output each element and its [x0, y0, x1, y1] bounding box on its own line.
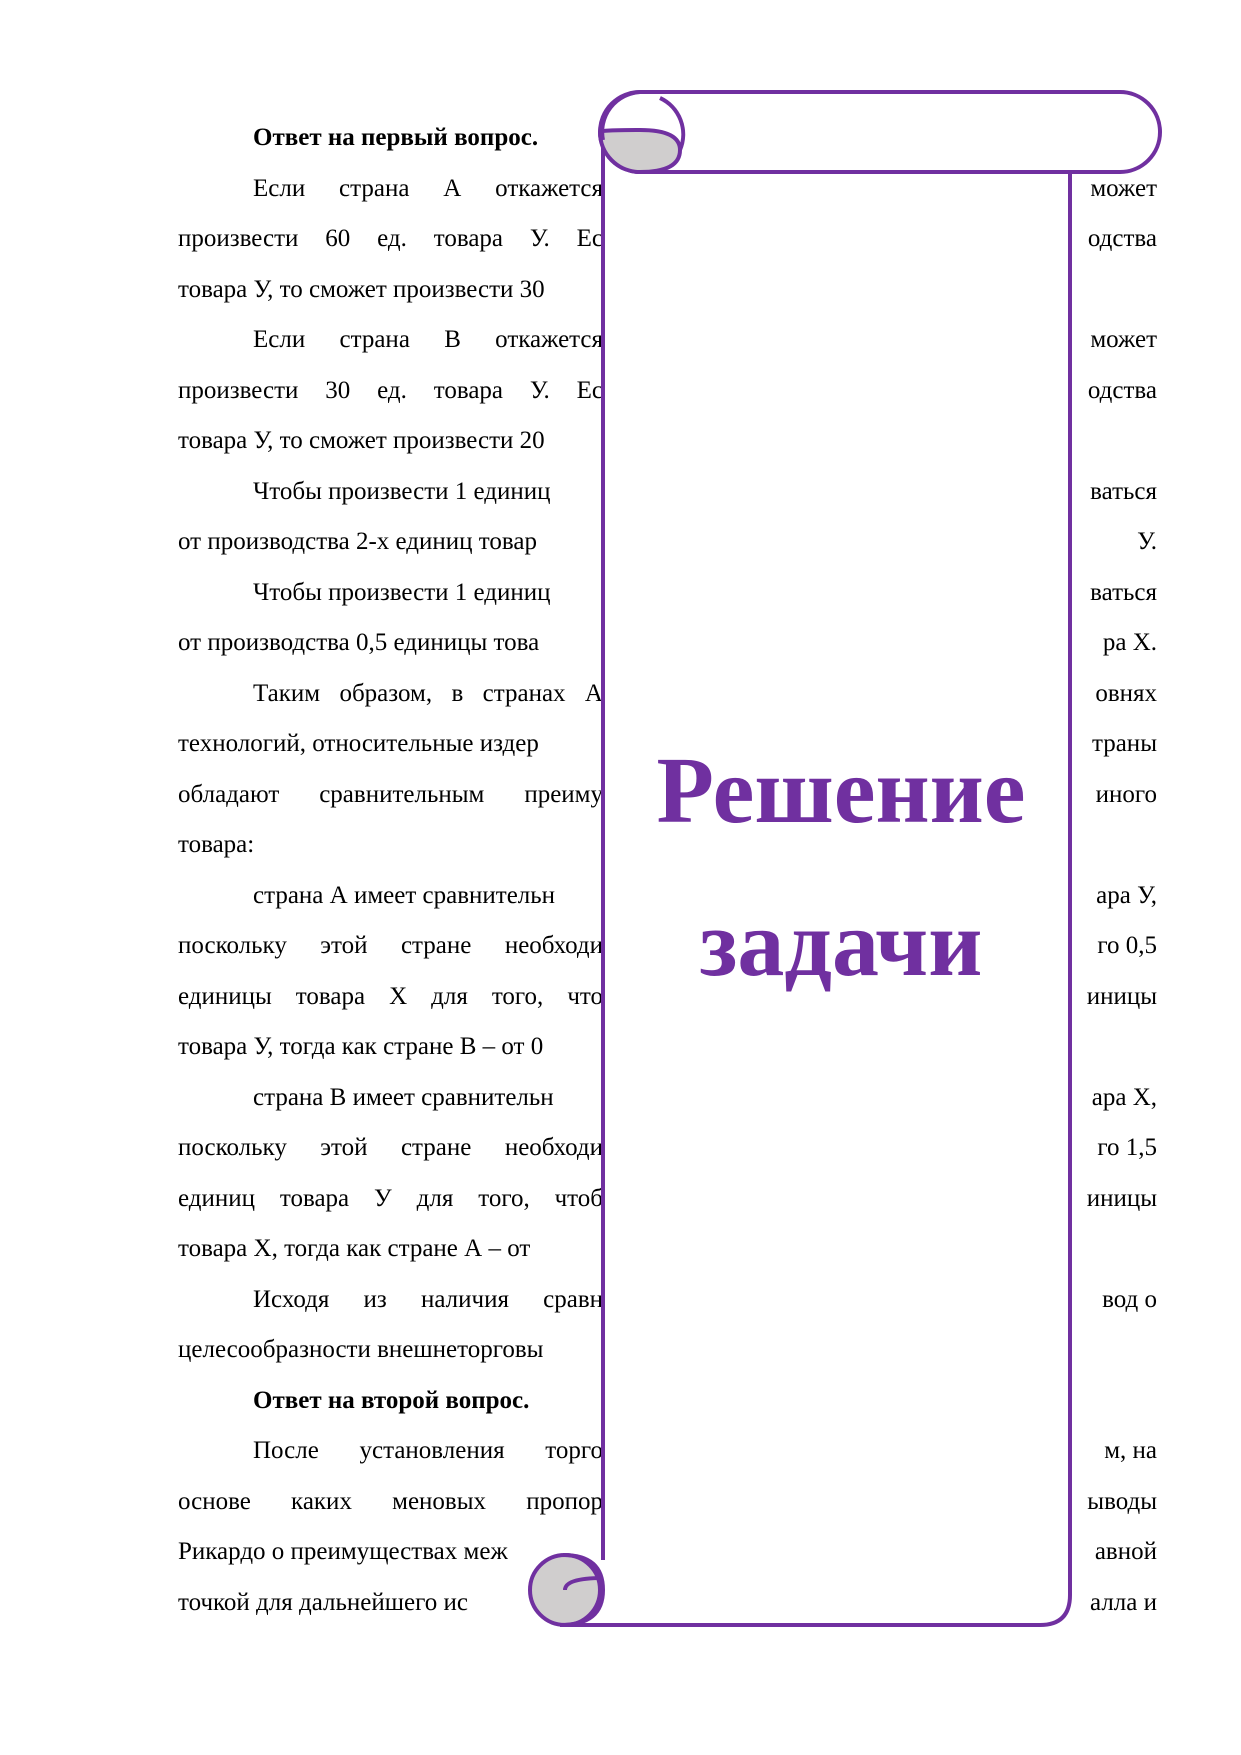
text-line: Если страна А откажется — [253, 174, 603, 202]
text-line: товара У, то сможет произвести 30 — [178, 275, 545, 303]
text-line: страна В имеет сравнительн — [253, 1083, 554, 1111]
text-line: целесообразности внешнеторговы — [178, 1336, 544, 1363]
text-line: Ответ на второй вопрос. — [253, 1386, 530, 1414]
title-line-2: задачи — [699, 892, 983, 996]
text-line: Рикардо о преимуществах меж — [178, 1538, 508, 1565]
text-line-fragment: может — [1090, 174, 1157, 202]
text-line: поскольку этой стране необходи — [178, 932, 603, 959]
text-line-fragment: может — [1090, 326, 1157, 353]
text-line: товара У, то сможет произвести 20 — [178, 427, 545, 454]
scroll-title — [600, 715, 1082, 1021]
text-line: товара Х, тогда как стране А – от — [178, 1235, 531, 1262]
text-line-fragment: го 1,5 — [1097, 1134, 1157, 1161]
text-line: страна А имеет сравнительн — [253, 881, 556, 909]
text-line: единиц товара У для того, чтоб — [178, 1184, 603, 1212]
text-line-fragment: иницы — [1086, 1184, 1157, 1212]
text-line: товара: — [178, 831, 255, 858]
text-line: от производства 2-х единиц товар — [178, 528, 537, 555]
text-line: После установления торго — [253, 1437, 603, 1464]
text-line: поскольку этой стране необходи — [178, 1134, 603, 1161]
text-line-fragment: ваться — [1090, 578, 1157, 606]
text-line-fragment: иного — [1095, 780, 1157, 808]
text-line-fragment: м, на — [1104, 1437, 1157, 1464]
text-line-fragment: ваться — [1090, 477, 1157, 505]
text-line-fragment: одства — [1087, 376, 1157, 404]
text-line: Если страна В откажется — [253, 326, 603, 353]
text-line: Исходя из наличия сравн — [253, 1285, 603, 1313]
text-line-fragment: авной — [1094, 1538, 1157, 1565]
text-line-fragment: траны — [1091, 730, 1157, 757]
text-line-fragment: У. — [1137, 528, 1157, 555]
text-line-fragment: одства — [1087, 225, 1157, 252]
text-line: от производства 0,5 единицы това — [178, 629, 540, 656]
text-line: Таким образом, в странах А — [253, 679, 603, 707]
text-line: Чтобы произвести 1 единиц — [253, 578, 551, 606]
text-line: Чтобы произвести 1 единиц — [253, 477, 551, 505]
text-line-fragment: овнях — [1095, 679, 1157, 707]
text-line: основе каких меновых пропор — [178, 1487, 603, 1515]
text-line-fragment: го 0,5 — [1097, 932, 1157, 959]
text-line-fragment: иницы — [1086, 982, 1157, 1010]
text-line: Ответ на первый вопрос. — [253, 124, 539, 151]
text-line: произвести 30 ед. товара У. Ес — [178, 376, 603, 404]
text-line: точкой для дальнейшего ис — [178, 1588, 468, 1616]
text-line: товара У, тогда как стране В – от 0 — [178, 1033, 544, 1060]
text-line: технологий, относительные издер — [178, 730, 539, 757]
text-line-fragment: вод о — [1102, 1285, 1157, 1313]
text-line-fragment: алла и — [1090, 1588, 1157, 1616]
text-line: произвести 60 ед. товара У. Ес — [178, 225, 603, 252]
title-line-1: Решение — [656, 739, 1026, 843]
text-line-fragment: ара Х, — [1091, 1083, 1157, 1111]
text-line: обладают сравнительным преиму — [178, 780, 603, 808]
text-line-fragment: ара У, — [1096, 881, 1157, 909]
text-line-fragment: ра Х. — [1102, 629, 1157, 656]
text-line: единицы товара Х для того, что — [178, 982, 603, 1010]
text-line-fragment: ыводы — [1087, 1487, 1157, 1515]
